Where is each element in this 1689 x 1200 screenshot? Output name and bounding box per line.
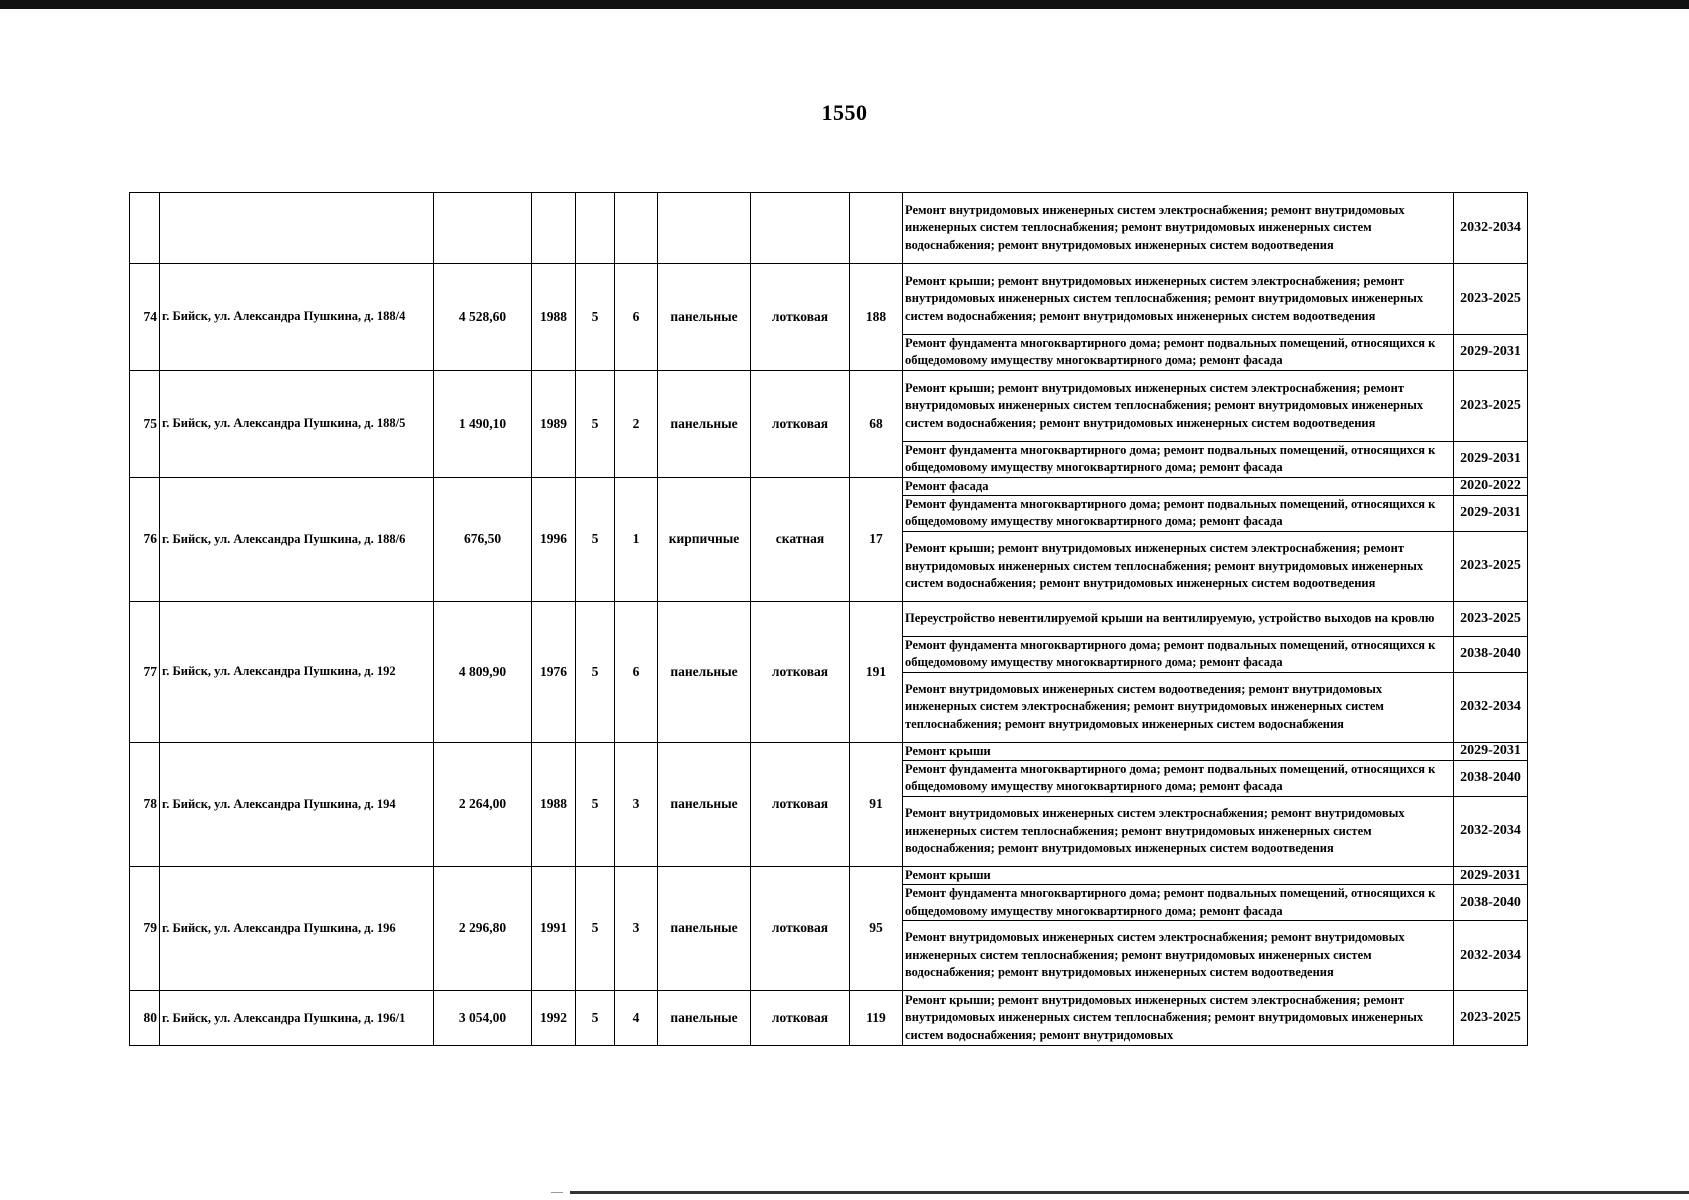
entrances-cell: 1 — [615, 477, 658, 601]
walls-material-cell — [658, 193, 751, 264]
walls-material-cell: панельные — [658, 866, 751, 990]
entrances-cell: 6 — [615, 601, 658, 742]
row-number: 77 — [130, 601, 160, 742]
repair-work-cell: Переустройство невентилируемой крыши на вентилируемую, устройство выходов на кровлю — [903, 601, 1454, 636]
area-cell: 4 528,60 — [434, 264, 532, 371]
repair-work-cell: Ремонт крыши; ремонт внутридомовых инженерных систем электроснабжения; ремонт внутридомовых инженерных систем теплоснабжения; ремонт внутридомовых инженерных систем водоснабжения; ремонт внутридомовых инженерных систем водоотведения — [903, 264, 1454, 335]
area-cell: 4 809,90 — [434, 601, 532, 742]
repair-period-cell: 2023-2025 — [1454, 531, 1528, 601]
area-cell: 3 054,00 — [434, 991, 532, 1046]
entrances-cell: 3 — [615, 742, 658, 866]
repair-work-cell: Ремонт фундамента многоквартирного дома; ремонт подвальных помещений, относящихся к общедомовому имуществу многоквартирного дома; ремонт фасада — [903, 335, 1454, 371]
floors-cell: 5 — [576, 370, 615, 477]
row-number: 80 — [130, 991, 160, 1046]
repair-period-cell: 2038-2040 — [1454, 761, 1528, 797]
entrances-cell: 3 — [615, 866, 658, 990]
repair-period-cell: 2023-2025 — [1454, 601, 1528, 636]
table-row — [130, 477, 1528, 495]
walls-material-cell: панельные — [658, 991, 751, 1046]
table-row — [130, 601, 1528, 636]
row-number — [130, 193, 160, 264]
year-cell: 1976 — [532, 601, 576, 742]
roof-type-cell: лотковая — [751, 991, 850, 1046]
roof-type-cell: лотковая — [751, 866, 850, 990]
repair-work-cell: Ремонт внутридомовых инженерных систем электроснабжения; ремонт внутридомовых инженерных систем теплоснабжения; ремонт внутридомовых инженерных систем водоснабжения; ремонт внутридомовых инженерных систем водоотведения — [903, 193, 1454, 264]
year-cell: 1996 — [532, 477, 576, 601]
repair-period-cell: 2032-2034 — [1454, 921, 1528, 991]
repair-work-cell: Ремонт фундамента многоквартирного дома; ремонт подвальных помещений, относящихся к общедомовому имуществу многоквартирного дома; ремонт фасада — [903, 496, 1454, 532]
walls-material-cell: панельные — [658, 370, 751, 477]
row-number: 74 — [130, 264, 160, 371]
residents-cell: 188 — [850, 264, 903, 371]
address-cell: г. Бийск, ул. Александра Пушкина, д. 188/6 — [160, 477, 434, 601]
address-cell: г. Бийск, ул. Александра Пушкина, д. 188/5 — [160, 370, 434, 477]
repair-work-cell: Ремонт крыши; ремонт внутридомовых инженерных систем электроснабжения; ремонт внутридомовых инженерных систем теплоснабжения; ремонт внутридомовых инженерных систем водоснабжения; ремонт внутридомовых — [903, 991, 1454, 1046]
repair-period-cell: 2023-2025 — [1454, 264, 1528, 335]
scan-top-border — [0, 0, 1689, 9]
scan-bottom-border — [570, 1191, 1689, 1194]
table-row — [130, 991, 1528, 1046]
repair-period-cell: 2020-2022 — [1454, 477, 1528, 495]
address-cell: г. Бийск, ул. Александра Пушкина, д. 196/1 — [160, 991, 434, 1046]
repair-work-cell: Ремонт фундамента многоквартирного дома; ремонт подвальных помещений, относящихся к общедомовому имуществу многоквартирного дома; ремонт фасада — [903, 761, 1454, 797]
repair-period-cell: 2032-2034 — [1454, 193, 1528, 264]
repair-work-cell: Ремонт внутридомовых инженерных систем водоотведения; ремонт внутридомовых инженерных систем электроснабжения; ремонт внутридомовых инженерных систем теплоснабжения; ремонт внутридомовых инженерных систем водоснабжения — [903, 672, 1454, 742]
year-cell: 1988 — [532, 264, 576, 371]
area-cell: 1 490,10 — [434, 370, 532, 477]
table-row — [130, 742, 1528, 760]
row-number: 76 — [130, 477, 160, 601]
floors-cell — [576, 193, 615, 264]
repair-period-cell: 2023-2025 — [1454, 370, 1528, 441]
floors-cell: 5 — [576, 742, 615, 866]
repair-period-cell: 2032-2034 — [1454, 672, 1528, 742]
repair-period-cell: 2032-2034 — [1454, 796, 1528, 866]
area-cell: 2 296,80 — [434, 866, 532, 990]
address-cell: г. Бийск, ул. Александра Пушкина, д. 196 — [160, 866, 434, 990]
capital-repair-table — [129, 192, 1528, 1046]
walls-material-cell: панельные — [658, 601, 751, 742]
residents-cell: 17 — [850, 477, 903, 601]
residents-cell: 91 — [850, 742, 903, 866]
page-number: 1550 — [821, 100, 868, 125]
repair-work-cell: Ремонт фундамента многоквартирного дома; ремонт подвальных помещений, относящихся к общедомовому имуществу многоквартирного дома; ремонт фасада — [903, 636, 1454, 672]
area-cell: 2 264,00 — [434, 742, 532, 866]
floors-cell: 5 — [576, 477, 615, 601]
repair-period-cell: 2029-2031 — [1454, 866, 1528, 884]
walls-material-cell: панельные — [658, 264, 751, 371]
repair-work-cell: Ремонт фундамента многоквартирного дома; ремонт подвальных помещений, относящихся к общедомовому имуществу многоквартирного дома; ремонт фасада — [903, 441, 1454, 477]
table-row — [130, 866, 1528, 884]
entrances-cell: 6 — [615, 264, 658, 371]
repair-work-cell: Ремонт крыши; ремонт внутридомовых инженерных систем электроснабжения; ремонт внутридомовых инженерных систем теплоснабжения; ремонт внутридомовых инженерных систем водоснабжения; ремонт внутридомовых инженерных систем водоотведения — [903, 531, 1454, 601]
address-cell: г. Бийск, ул. Александра Пушкина, д. 192 — [160, 601, 434, 742]
residents-cell: 95 — [850, 866, 903, 990]
address-cell — [160, 193, 434, 264]
repair-period-cell: 2038-2040 — [1454, 885, 1528, 921]
roof-type-cell: лотковая — [751, 742, 850, 866]
repair-period-cell: 2029-2031 — [1454, 742, 1528, 760]
floors-cell: 5 — [576, 991, 615, 1046]
residents-cell: 119 — [850, 991, 903, 1046]
year-cell: 1991 — [532, 866, 576, 990]
year-cell — [532, 193, 576, 264]
walls-material-cell: панельные — [658, 742, 751, 866]
repair-work-cell: Ремонт внутридомовых инженерных систем электроснабжения; ремонт внутридомовых инженерных систем теплоснабжения; ремонт внутридомовых инженерных систем водоснабжения; ремонт внутридомовых инженерных систем водоотведения — [903, 796, 1454, 866]
area-cell: 676,50 — [434, 477, 532, 601]
table-row — [130, 193, 1528, 264]
entrances-cell: 4 — [615, 991, 658, 1046]
repair-work-cell: Ремонт внутридомовых инженерных систем электроснабжения; ремонт внутридомовых инженерных систем теплоснабжения; ремонт внутридомовых инженерных систем водоснабжения; ремонт внутридомовых инженерных систем водоотведения — [903, 921, 1454, 991]
address-cell: г. Бийск, ул. Александра Пушкина, д. 194 — [160, 742, 434, 866]
table-row — [130, 370, 1528, 441]
area-cell — [434, 193, 532, 264]
roof-type-cell: скатная — [751, 477, 850, 601]
repair-period-cell: 2023-2025 — [1454, 991, 1528, 1046]
repair-period-cell: 2029-2031 — [1454, 496, 1528, 532]
roof-type-cell: лотковая — [751, 601, 850, 742]
table-body — [130, 193, 1528, 1046]
floors-cell: 5 — [576, 601, 615, 742]
residents-cell — [850, 193, 903, 264]
repair-period-cell: 2029-2031 — [1454, 335, 1528, 371]
floors-cell: 5 — [576, 264, 615, 371]
year-cell: 1992 — [532, 991, 576, 1046]
repair-work-cell: Ремонт крыши — [903, 866, 1454, 884]
roof-type-cell: лотковая — [751, 370, 850, 477]
repair-work-cell: Ремонт фундамента многоквартирного дома; ремонт подвальных помещений, относящихся к общедомовому имуществу многоквартирного дома; ремонт фасада — [903, 885, 1454, 921]
repair-period-cell: 2038-2040 — [1454, 636, 1528, 672]
roof-type-cell — [751, 193, 850, 264]
entrances-cell: 2 — [615, 370, 658, 477]
residents-cell: 68 — [850, 370, 903, 477]
entrances-cell — [615, 193, 658, 264]
repair-work-cell: Ремонт крыши; ремонт внутридомовых инженерных систем электроснабжения; ремонт внутридомовых инженерных систем теплоснабжения; ремонт внутридомовых инженерных систем водоснабжения; ремонт внутридомовых инженерных систем водоотведения — [903, 370, 1454, 441]
row-number: 75 — [130, 370, 160, 477]
walls-material-cell: кирпичные — [658, 477, 751, 601]
year-cell: 1989 — [532, 370, 576, 477]
row-number: 79 — [130, 866, 160, 990]
repair-work-cell: Ремонт крыши — [903, 742, 1454, 760]
year-cell: 1988 — [532, 742, 576, 866]
repair-period-cell: 2029-2031 — [1454, 441, 1528, 477]
scan-bottom-dash — [551, 1192, 563, 1193]
residents-cell: 191 — [850, 601, 903, 742]
roof-type-cell: лотковая — [751, 264, 850, 371]
floors-cell: 5 — [576, 866, 615, 990]
table-row — [130, 264, 1528, 335]
row-number: 78 — [130, 742, 160, 866]
address-cell: г. Бийск, ул. Александра Пушкина, д. 188/4 — [160, 264, 434, 371]
repair-work-cell: Ремонт фасада — [903, 477, 1454, 495]
